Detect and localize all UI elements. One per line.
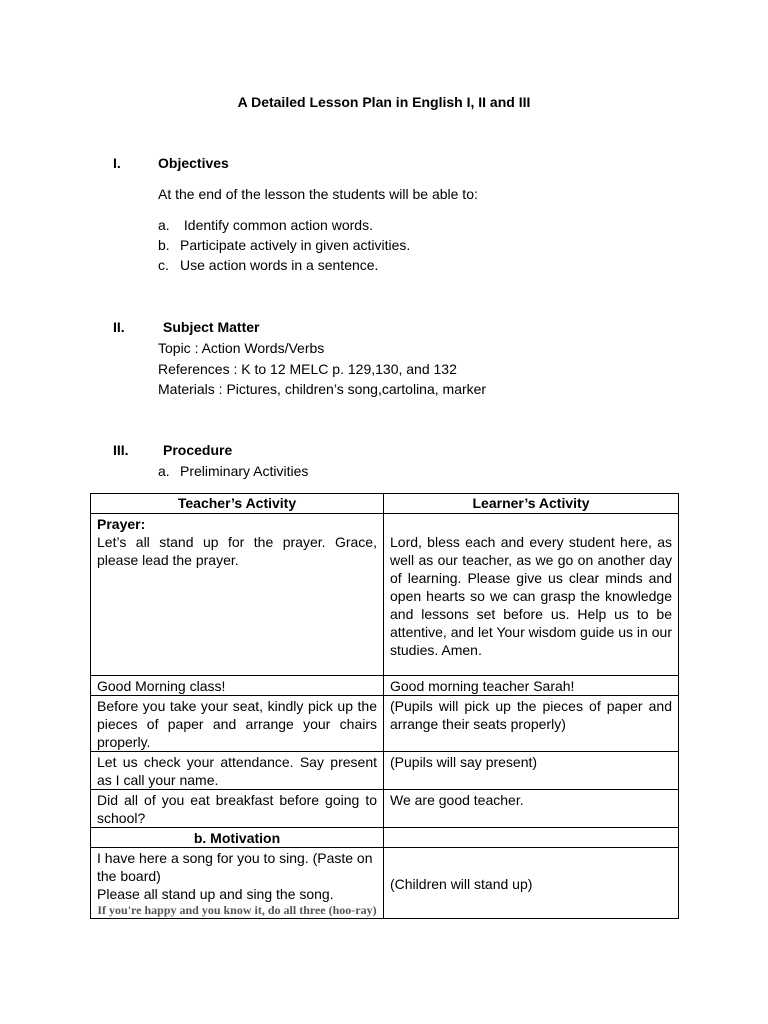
section-3-heading: Procedure — [163, 442, 233, 458]
objective-item-a — [158, 216, 373, 234]
motivation-teacher-text-1: I have here a song for you to sing. (Paste on the board) — [97, 850, 373, 884]
preliminary-label: Preliminary Activities — [180, 463, 309, 479]
prayer-learner-cell — [384, 514, 679, 676]
header-teacher-activity: Teacher’s Activity — [91, 494, 384, 514]
objective-text: Participate actively in given activities. — [180, 237, 411, 253]
prayer-learner-text: Lord, bless each and every student here, as well as our teacher, as we go on another day of learning. Please give us clear minds and open hearts so we can grasp the knowledge and lessons set before us. Help us to be attentive, and let Your wisdom guide us in our studies. Amen. — [390, 534, 672, 658]
table-header-row — [91, 494, 679, 514]
motivation-label: b. Motivation — [91, 828, 384, 848]
preliminary-activities — [158, 462, 309, 480]
prayer-teacher-text: Let’s all stand up for the prayer. Grace, please lead the prayer. — [97, 534, 377, 568]
motivation-empty-cell — [384, 828, 679, 848]
section-1-number: I. — [113, 155, 121, 171]
objective-item-c — [158, 256, 379, 274]
learner-cell: Good morning teacher Sarah! — [384, 676, 679, 696]
teacher-cell: Before you take your seat, kindly pick up the pieces of paper and arrange your chairs properly. — [91, 696, 384, 752]
objective-marker: a. — [158, 217, 170, 233]
document-title: A Detailed Lesson Plan in English I, II and III — [237, 94, 531, 110]
objective-marker: b. — [158, 237, 170, 253]
learner-cell: We are good teacher. — [384, 790, 679, 828]
learner-cell: (Pupils will say present) — [384, 752, 679, 790]
preliminary-marker: a. — [158, 463, 170, 479]
objectives-intro: At the end of the lesson the students will be able to: — [158, 186, 478, 202]
teacher-cell: Did all of you eat breakfast before going to school? — [91, 790, 384, 828]
learner-cell: (Pupils will pick up the pieces of paper and arrange their seats properly) — [384, 696, 679, 752]
subject-topic: Topic : Action Words/Verbs — [158, 340, 325, 356]
table-row — [91, 676, 679, 696]
table-row-motivation-heading — [91, 828, 679, 848]
section-2-heading: Subject Matter — [163, 319, 260, 335]
objective-marker: c. — [158, 257, 169, 273]
teacher-cell: Good Morning class! — [91, 676, 384, 696]
table-row-prayer — [91, 514, 679, 676]
table-row — [91, 752, 679, 790]
section-3-number: III. — [113, 442, 129, 458]
table-row — [91, 696, 679, 752]
subject-references: References : K to 12 MELC p. 129,130, and 132 — [158, 361, 457, 377]
section-1-heading: Objectives — [158, 155, 229, 171]
objective-item-b — [158, 236, 411, 254]
motivation-teacher-text-2: Please all stand up and sing the song. — [97, 886, 334, 902]
table-row-motivation — [91, 848, 679, 919]
section-2-number: II. — [113, 319, 125, 335]
motivation-song-lyrics: If you're happy and you know it, do all three (hoo-ray) — [97, 903, 377, 917]
motivation-learner-cell: (Children will stand up) — [384, 848, 679, 919]
table-row — [91, 790, 679, 828]
prayer-label: Prayer: — [97, 516, 146, 532]
prayer-teacher-cell — [91, 514, 384, 676]
objective-text: Identify common action words. — [180, 217, 373, 233]
activities-table — [90, 493, 679, 919]
objective-text: Use action words in a sentence. — [180, 257, 379, 273]
motivation-teacher-cell — [91, 848, 384, 919]
header-learner-activity: Learner’s Activity — [384, 494, 679, 514]
subject-materials: Materials : Pictures, children’s song,cartolina, marker — [158, 381, 487, 397]
teacher-cell: Let us check your attendance. Say present as I call your name. — [91, 752, 384, 790]
